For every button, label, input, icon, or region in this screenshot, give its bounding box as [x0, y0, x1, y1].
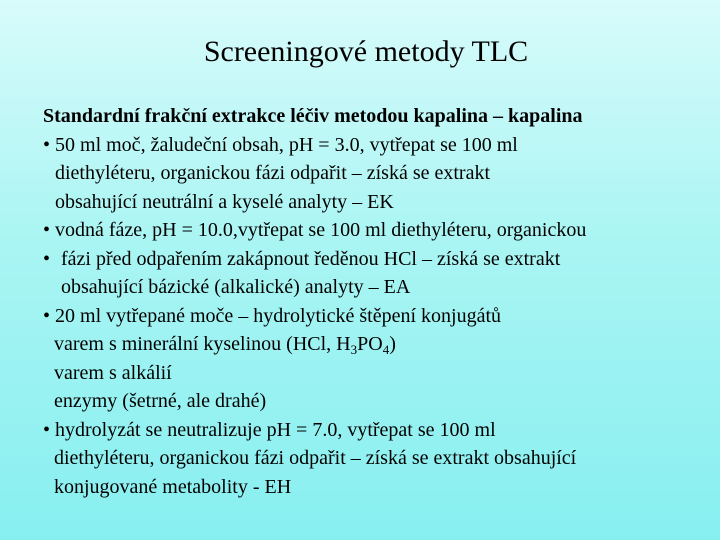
text-line: vodná fáze, pH = 10.0,vytřepat se 100 ml diethyléteru, organickou	[55, 219, 587, 241]
bullet-marker: •	[43, 133, 51, 156]
bullet-marker: •	[43, 247, 51, 270]
slide-heading: Standardní frakční extrakce léčiv metodou kapalina – kapalina	[43, 105, 583, 127]
subscript: 3	[350, 342, 358, 357]
bullet-line	[43, 216, 713, 245]
text-line: varem s minerální kyselinou (HCl, H	[54, 333, 351, 355]
text-line: PO	[357, 333, 383, 355]
continuation-line	[43, 330, 713, 359]
continuation-line: enzymy (šetrné, ale drahé)	[54, 390, 267, 412]
bullet-line	[43, 245, 713, 274]
bullet-marker: •	[43, 304, 51, 327]
continuation-line: konjugované metabolity - EH	[54, 475, 292, 498]
bullet-line	[43, 416, 713, 445]
bullet-marker: •	[43, 219, 51, 241]
continuation-line: varem s alkálií	[54, 361, 172, 384]
text-line: 50 ml moč, žaludeční obsah, pH = 3.0, vytřepat se 100 ml	[55, 133, 518, 156]
continuation-line: diethyléteru, organickou fázi odpařit – získá se extrakt obsahující	[54, 447, 577, 469]
bullet-line	[43, 131, 713, 160]
text-line: hydrolyzát se neutralizuje pH = 7.0, vytřepat se 100 ml	[55, 418, 496, 441]
bullet-marker: •	[43, 418, 51, 441]
text-line: fázi před odpařením zakápnout ředěnou HCl – získá se extrakt	[61, 247, 561, 270]
continuation-line: obsahující neutrální a kyselé analyty – EK	[55, 190, 394, 213]
bullet-line	[43, 302, 713, 331]
subscript: 4	[382, 342, 390, 357]
text-line: 20 ml vytřepané moče – hydrolytické štěpení konjugátů	[55, 304, 502, 327]
slide-title: Screeningové metody TLC	[203, 35, 529, 68]
continuation-line: obsahující bázické (alkalické) analyty – EA	[61, 276, 411, 298]
slide-body	[43, 102, 713, 501]
text-line: )	[389, 333, 396, 355]
continuation-line: diethyléteru, organickou fázi odpařit – získá se extrakt	[55, 162, 491, 184]
